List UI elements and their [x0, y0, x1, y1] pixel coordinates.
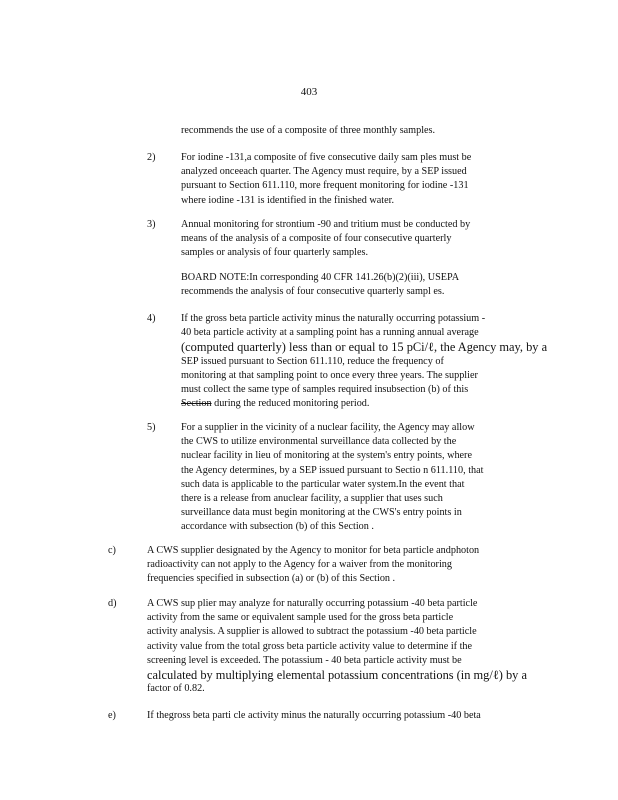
text-line: recommends the use of a composite of three monthly samples. [181, 125, 436, 136]
paragraph-iodine [181, 151, 521, 208]
text-line: BOARD NOTE:In corresponding 40 CFR 141.26(b)(2)(iii), USEPA [181, 272, 460, 283]
text-line: A CWS supplier designated by the Agency to monitor for beta particle andphoton [147, 545, 480, 556]
text-line: such data is applicable to the particular water system.In the event that [181, 478, 465, 490]
text-line: screening level is exceeded. The potassium - 40 beta particle activity must be [147, 654, 462, 666]
item-label-c: c) [108, 545, 116, 556]
text-line: surveillance data must begin monitoring at the CWS's entry points in [181, 507, 462, 519]
text-line: activity value from the total gross beta particle activity value to determine if the [147, 640, 473, 652]
board-note [181, 271, 521, 299]
text-line: pursuant to Section 611.110, more frequent monitoring for iodine -131 [181, 180, 469, 192]
item-label-5: 5) [147, 422, 156, 433]
text-line: If thegross beta parti cle activity minus the naturally occurring potassium -40 beta [147, 710, 481, 721]
paragraph-gross-beta [181, 312, 548, 411]
text-line: means of the analysis of a composite of four consecutive quarterly [181, 233, 452, 245]
text-line: samples or analysis of four quarterly samples. [181, 247, 369, 259]
text-line: activity from the same or equivalent sample used for the gross beta particle [147, 612, 454, 624]
struck-word: Section [181, 398, 212, 410]
text-line: For iodine -131,a composite of five consecutive daily sam ples must be [181, 152, 472, 163]
item-label-3: 3) [147, 219, 156, 230]
text-line: recommends the analysis of four consecutive quarterly sampl es. [181, 286, 445, 298]
item-label-2: 2) [147, 152, 156, 163]
text-line: the CWS to utilize environmental surveillance data collected by the [181, 436, 457, 448]
item-label-d: d) [108, 598, 117, 609]
text-line: radioactivity can not apply to the Agency for a waiver from the monitoring [147, 559, 452, 571]
text-line: monitoring at that sampling point to once every three years. The supplier [181, 369, 478, 381]
text-line: A CWS sup plier may analyze for naturally occurring potassium -40 beta particle [147, 598, 478, 609]
item-label-e: e) [108, 710, 116, 721]
text-line: 40 beta particle activity at a sampling point has a running annual average [181, 327, 479, 339]
text-line: calculated by multiplying elemental potassium concentrations (in mg/ℓ) by a [147, 668, 527, 683]
text-line: analyzed onceeach quarter. The Agency must require, by a SEP issued [181, 166, 467, 178]
text-line: the Agency determines, by a SEP issued pursuant to Sectio n 611.110, that [181, 464, 484, 476]
paragraph-continuation [181, 124, 521, 138]
text-line: (computed quarterly) less than or equal to 15 pCi/ℓ, the Agency may, by a [181, 340, 548, 355]
text-line: factor of 0.82. [147, 683, 205, 695]
paragraph-waiver [147, 544, 521, 587]
text-line: frequencies specified in subsection (a) or (b) of this Section . [147, 573, 396, 585]
text-line: For a supplier in the vicinity of a nuclear facility, the Agency may allow [181, 422, 475, 433]
text-line: where iodine -131 is identified in the finished water. [181, 194, 395, 206]
paragraph-nuclear-facility [181, 421, 521, 535]
text-line: If the gross beta particle activity minus the naturally occurring potassium - [181, 313, 486, 324]
text-line-struck: Section during the reduced monitoring period. [181, 398, 370, 410]
text-line: must collect the same type of samples required insubsection (b) of this [181, 384, 469, 396]
text-line: accordance with subsection (b) of this Section . [181, 521, 374, 533]
text-line: there is a release from anuclear facility, a supplier that uses such [181, 493, 443, 505]
paragraph-potassium [147, 597, 527, 696]
item-label-4: 4) [147, 313, 156, 324]
text-line: activity analysis. A supplier is allowed to subtract the potassium -40 beta particle [147, 626, 477, 638]
paragraph-gross-beta-continued [147, 709, 521, 723]
page-number: 403 [300, 86, 318, 98]
text-line: SEP issued pursuant to Section 611.110, reduce the frequency of [181, 355, 444, 367]
paragraph-strontium [181, 218, 521, 261]
text-line: nuclear facility in lieu of monitoring at the system's entry points, where [181, 450, 472, 462]
text-line: Annual monitoring for strontium -90 and tritium must be conducted by [181, 219, 471, 230]
